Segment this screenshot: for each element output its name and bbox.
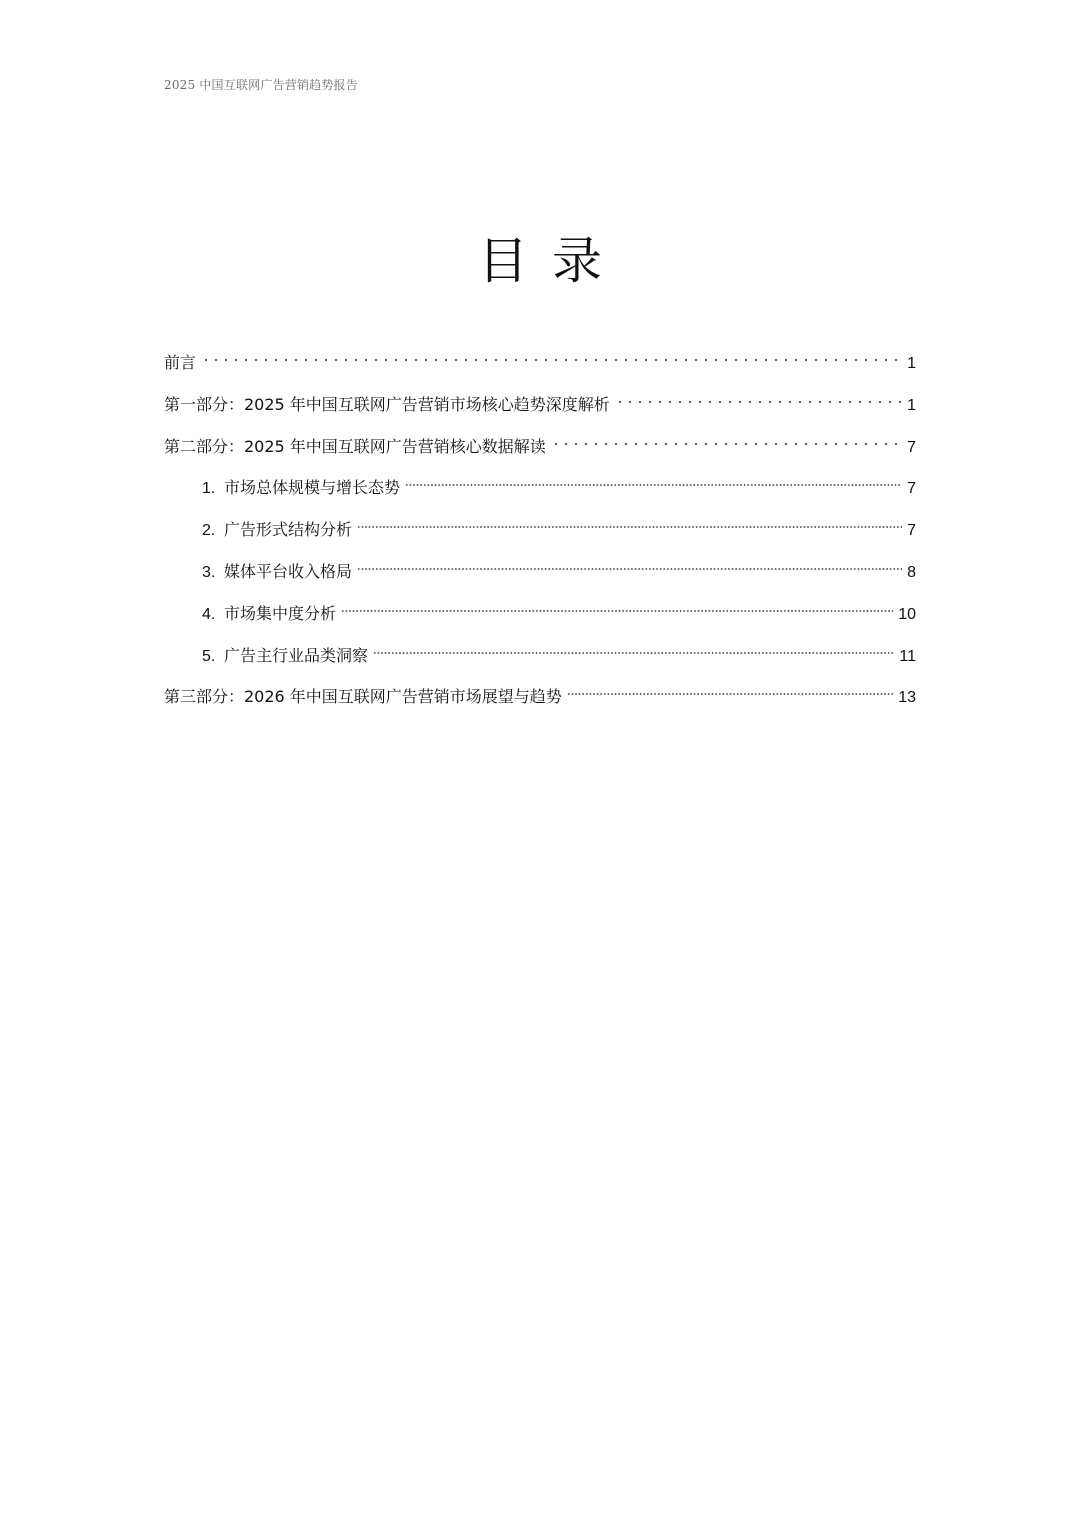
toc-page-number: 11: [899, 647, 916, 665]
toc-entry-text: 第二部分：2025 年中国互联网广告营销核心数据解读: [164, 436, 546, 456]
toc-entry-preface[interactable]: [164, 338, 916, 380]
toc-entry-text: 市场集中度分析: [224, 603, 337, 623]
toc-leader-dots: [341, 589, 893, 619]
toc-entry-part-3[interactable]: [164, 672, 916, 714]
toc-entry-part-2[interactable]: [164, 422, 916, 464]
toc-entry-section-1[interactable]: [164, 463, 916, 505]
toc-entry-number: 2.: [202, 522, 216, 540]
toc-leader-dots: [615, 380, 902, 410]
table-of-contents: [164, 338, 916, 714]
page-title: 目录: [478, 232, 626, 290]
toc-leader-dots: [551, 422, 902, 452]
toc-leader-dots: [373, 631, 894, 661]
toc-leader-dots: [357, 547, 902, 577]
toc-entry-number: 4.: [202, 605, 216, 623]
toc-page-number: 10: [898, 605, 916, 623]
toc-page-number: 1: [907, 355, 916, 372]
toc-page-number: 1: [907, 396, 916, 414]
toc-entry-text: 市场总体规模与增长态势: [224, 478, 401, 498]
toc-page-number: 7: [907, 438, 916, 456]
toc-entry-text: 媒体平台收入格局: [224, 561, 353, 581]
toc-entry-text: 广告主行业品类洞察: [224, 645, 369, 665]
toc-entry-part-1[interactable]: [164, 380, 916, 422]
toc-entry-text: 第一部分：2025 年中国互联网广告营销市场核心趋势深度解析: [164, 394, 610, 414]
toc-page-number: 7: [907, 480, 916, 498]
running-header: 2025 中国互联网广告营销趋势报告: [164, 78, 358, 92]
toc-entry-text: 第三部分：2026 年中国互联网广告营销市场展望与趋势: [164, 687, 562, 707]
toc-leader-dots: [201, 338, 902, 368]
toc-entry-section-2[interactable]: [164, 505, 916, 547]
toc-page-number: 13: [898, 689, 916, 707]
toc-leader-dots: [567, 672, 893, 702]
toc-entry-number: 1.: [202, 480, 216, 498]
toc-entry-section-5[interactable]: [164, 631, 916, 673]
toc-entry-text: 广告形式结构分析: [224, 520, 353, 540]
toc-entry-number: 3.: [202, 563, 216, 581]
toc-leader-dots: [405, 463, 902, 493]
toc-entry-number: 5.: [202, 647, 216, 665]
toc-page-number: 8: [907, 563, 916, 581]
toc-entry-section-3[interactable]: [164, 547, 916, 589]
toc-entry-section-4[interactable]: [164, 589, 916, 631]
toc-page-number: 7: [907, 522, 916, 540]
toc-entry-text: 前言: [164, 353, 197, 372]
toc-leader-dots: [357, 505, 902, 535]
